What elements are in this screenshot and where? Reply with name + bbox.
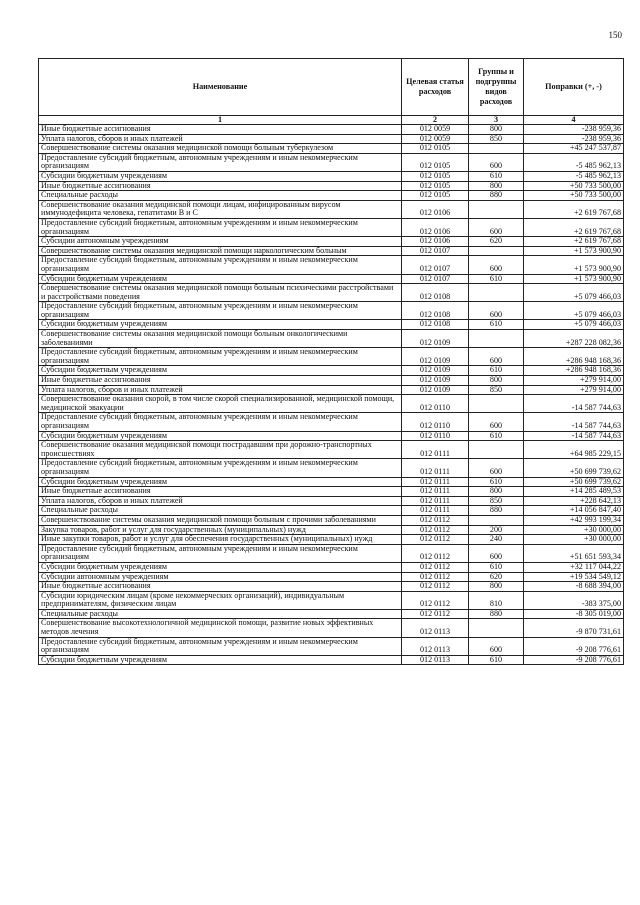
row-group: 610 — [469, 320, 524, 330]
row-amount: -9 870 731,61 — [524, 619, 624, 637]
row-group: 600 — [469, 348, 524, 366]
row-amount: -14 587 744,63 — [524, 431, 624, 441]
row-article: 012 0112 — [402, 582, 469, 592]
row-amount: -14 587 744,63 — [524, 413, 624, 431]
table-row — [39, 144, 624, 154]
row-amount: -14 587 744,63 — [524, 395, 624, 413]
row-group: 620 — [469, 572, 524, 582]
row-article: 012 0059 — [402, 134, 469, 144]
row-amount: +19 534 549,12 — [524, 572, 624, 582]
row-group: 600 — [469, 413, 524, 431]
row-group: 800 — [469, 125, 524, 135]
column-number: 3 — [469, 116, 524, 125]
row-article: 012 0113 — [402, 655, 469, 665]
row-group: 880 — [469, 506, 524, 516]
row-amount: -383 375,00 — [524, 591, 624, 609]
row-amount: +279 914,00 — [524, 385, 624, 395]
row-article: 012 0105 — [402, 191, 469, 201]
table-row — [39, 171, 624, 181]
row-amount: +14 056 847,40 — [524, 506, 624, 516]
row-amount: +286 948 168,36 — [524, 348, 624, 366]
table-row — [39, 302, 624, 320]
row-name: Предоставление субсидий бюджетным, автономным учреждениям и иным некоммерческим организациям — [39, 637, 402, 655]
row-amount: +50 733 500,00 — [524, 191, 624, 201]
header-groups: Группы и подгруппы видов расходов — [469, 59, 524, 116]
row-group: 800 — [469, 181, 524, 191]
row-article: 012 0110 — [402, 431, 469, 441]
row-group: 810 — [469, 591, 524, 609]
row-amount: +287 228 082,36 — [524, 330, 624, 348]
row-group: 850 — [469, 134, 524, 144]
row-name: Предоставление субсидий бюджетным, автономным учреждениям и иным некоммерческим организациям — [39, 459, 402, 477]
table-row — [39, 609, 624, 619]
row-name: Предоставление субсидий бюджетным, автономным учреждениям и иным некоммерческим организациям — [39, 302, 402, 320]
row-name: Субсидии автономным учреждениям — [39, 237, 402, 247]
row-name: Иные бюджетные ассигнования — [39, 487, 402, 497]
row-article: 012 0111 — [402, 477, 469, 487]
row-article: 012 0109 — [402, 385, 469, 395]
row-amount: +1 573 900,90 — [524, 274, 624, 284]
row-group — [469, 619, 524, 637]
row-group: 850 — [469, 496, 524, 506]
row-name: Предоставление субсидий бюджетным, автономным учреждениям и иным некоммерческим организациям — [39, 256, 402, 274]
row-article: 012 0109 — [402, 330, 469, 348]
table-row — [39, 191, 624, 201]
row-amount: +1 573 900,90 — [524, 256, 624, 274]
row-name: Субсидии бюджетным учреждениям — [39, 477, 402, 487]
row-article: 012 0106 — [402, 218, 469, 236]
table-row — [39, 582, 624, 592]
row-article: 012 0112 — [402, 535, 469, 545]
row-group: 610 — [469, 431, 524, 441]
row-group: 200 — [469, 525, 524, 535]
row-article: 012 0112 — [402, 572, 469, 582]
row-group: 600 — [469, 637, 524, 655]
row-name: Предоставление субсидий бюджетным, автономным учреждениям и иным некоммерческим организациям — [39, 218, 402, 236]
row-amount: +51 651 593,34 — [524, 544, 624, 562]
row-name: Совершенствование системы оказания медицинской помощи больным с прочими заболеваниями — [39, 515, 402, 525]
row-article: 012 0111 — [402, 506, 469, 516]
row-amount: -5 485 962,13 — [524, 171, 624, 181]
row-amount: -8 305 019,00 — [524, 609, 624, 619]
row-name: Совершенствование оказания скорой, в том числе скорой специализированной, медицинской помощи, медицинской эвакуации — [39, 395, 402, 413]
row-amount: +286 948 168,36 — [524, 366, 624, 376]
row-name: Специальные расходы — [39, 191, 402, 201]
row-name: Субсидии бюджетным учреждениям — [39, 562, 402, 572]
table-row — [39, 562, 624, 572]
column-number-row — [39, 116, 624, 125]
row-group — [469, 441, 524, 459]
table-row — [39, 153, 624, 171]
row-name: Субсидии бюджетным учреждениям — [39, 655, 402, 665]
row-name: Уплата налогов, сборов и иных платежей — [39, 134, 402, 144]
row-article: 012 0110 — [402, 395, 469, 413]
table-row — [39, 413, 624, 431]
row-name: Предоставление субсидий бюджетным, автономным учреждениям и иным некоммерческим организациям — [39, 544, 402, 562]
table-row — [39, 376, 624, 386]
column-number: 4 — [524, 116, 624, 125]
row-article: 012 0107 — [402, 246, 469, 256]
row-group — [469, 284, 524, 302]
row-group — [469, 200, 524, 218]
table-row — [39, 125, 624, 135]
row-amount: +5 079 466,03 — [524, 302, 624, 320]
table-row — [39, 385, 624, 395]
row-amount: +5 079 466,03 — [524, 320, 624, 330]
row-name: Иные закупки товаров, работ и услуг для обеспечения государственных (муниципальных) нужд — [39, 535, 402, 545]
table-row — [39, 525, 624, 535]
row-group: 610 — [469, 655, 524, 665]
row-amount: -9 208 776,61 — [524, 655, 624, 665]
row-name: Совершенствование системы оказания медицинской помощи больным туберкулезом — [39, 144, 402, 154]
header-amendments: Поправки (+, -) — [524, 59, 624, 116]
table-row — [39, 535, 624, 545]
row-name: Совершенствование высокотехнологичной медицинской помощи, развитие новых эффективных методов лечения — [39, 619, 402, 637]
budget-amendments-table — [38, 58, 624, 665]
table-row — [39, 619, 624, 637]
row-group: 600 — [469, 302, 524, 320]
row-amount: -238 959,36 — [524, 125, 624, 135]
table-row — [39, 544, 624, 562]
row-amount: +64 985 229,15 — [524, 441, 624, 459]
table-row — [39, 320, 624, 330]
row-name: Иные бюджетные ассигнования — [39, 582, 402, 592]
table-row — [39, 181, 624, 191]
header-row — [39, 59, 624, 116]
row-article: 012 0108 — [402, 302, 469, 320]
row-name: Субсидии автономным учреждениям — [39, 572, 402, 582]
row-article: 012 0106 — [402, 237, 469, 247]
table-row — [39, 591, 624, 609]
row-article: 012 0105 — [402, 144, 469, 154]
table-row — [39, 274, 624, 284]
table-row — [39, 200, 624, 218]
column-number: 2 — [402, 116, 469, 125]
row-group: 800 — [469, 582, 524, 592]
row-article: 012 0107 — [402, 256, 469, 274]
row-article: 012 0112 — [402, 525, 469, 535]
row-amount: +5 079 466,03 — [524, 284, 624, 302]
row-amount: -9 208 776,61 — [524, 637, 624, 655]
row-amount: +14 285 489,53 — [524, 487, 624, 497]
row-group — [469, 330, 524, 348]
row-amount: +2 619 767,68 — [524, 237, 624, 247]
row-article: 012 0112 — [402, 515, 469, 525]
row-name: Совершенствование оказания медицинской помощи пострадавшим при дорожно-транспортных происшествиях — [39, 441, 402, 459]
column-number: 1 — [39, 116, 402, 125]
row-amount: -238 959,36 — [524, 134, 624, 144]
row-name: Предоставление субсидий бюджетным, автономным учреждениям и иным некоммерческим организациям — [39, 413, 402, 431]
row-group: 610 — [469, 366, 524, 376]
row-name: Специальные расходы — [39, 506, 402, 516]
row-article: 012 0112 — [402, 609, 469, 619]
row-amount: +42 993 199,34 — [524, 515, 624, 525]
row-amount: +228 642,13 — [524, 496, 624, 506]
table-row — [39, 487, 624, 497]
row-article: 012 0112 — [402, 562, 469, 572]
row-group — [469, 395, 524, 413]
row-group — [469, 144, 524, 154]
table-row — [39, 477, 624, 487]
row-group: 610 — [469, 562, 524, 572]
table-row — [39, 572, 624, 582]
row-group: 600 — [469, 218, 524, 236]
row-group: 600 — [469, 153, 524, 171]
row-name: Предоставление субсидий бюджетным, автономным учреждениям и иным некоммерческим организациям — [39, 153, 402, 171]
row-name: Совершенствование оказания медицинской помощи лицам, инфицированным вирусом иммунодефицита человека, гепатитами В и С — [39, 200, 402, 218]
row-name: Субсидии бюджетным учреждениям — [39, 366, 402, 376]
table-row — [39, 237, 624, 247]
row-article: 012 0110 — [402, 413, 469, 431]
table-row — [39, 246, 624, 256]
table-row — [39, 431, 624, 441]
row-name: Совершенствование системы оказания медицинской помощи больным психическими расстройствами и расстройствами поведения — [39, 284, 402, 302]
row-group: 610 — [469, 477, 524, 487]
table-row — [39, 655, 624, 665]
row-amount: -8 688 394,00 — [524, 582, 624, 592]
row-article: 012 0108 — [402, 320, 469, 330]
row-group: 600 — [469, 256, 524, 274]
row-article: 012 0109 — [402, 366, 469, 376]
table-row — [39, 330, 624, 348]
row-article: 012 0106 — [402, 200, 469, 218]
row-group — [469, 246, 524, 256]
table-row — [39, 506, 624, 516]
row-group: 880 — [469, 191, 524, 201]
row-amount: +30 000,00 — [524, 535, 624, 545]
row-article: 012 0111 — [402, 459, 469, 477]
row-group — [469, 515, 524, 525]
header-article: Целевая статья расходов — [402, 59, 469, 116]
row-amount: +50 733 500,00 — [524, 181, 624, 191]
row-name: Совершенствование системы оказания медицинской помощи больным онкологическими заболеваниями — [39, 330, 402, 348]
row-amount: +1 573 900,90 — [524, 246, 624, 256]
table-row — [39, 459, 624, 477]
table-row — [39, 395, 624, 413]
row-name: Закупка товаров, работ и услуг для государственных (муниципальных) нужд — [39, 525, 402, 535]
row-name: Иные бюджетные ассигнования — [39, 376, 402, 386]
table-row — [39, 256, 624, 274]
row-article: 012 0105 — [402, 181, 469, 191]
row-article: 012 0113 — [402, 637, 469, 655]
row-amount: +50 699 739,62 — [524, 459, 624, 477]
row-name: Предоставление субсидий бюджетным, автономным учреждениям и иным некоммерческим организациям — [39, 348, 402, 366]
row-amount: -5 485 962,13 — [524, 153, 624, 171]
row-name: Иные бюджетные ассигнования — [39, 181, 402, 191]
page-number: 150 — [608, 30, 622, 40]
row-amount: +30 000,00 — [524, 525, 624, 535]
row-group: 800 — [469, 487, 524, 497]
row-name: Совершенствование системы оказания медицинской помощи наркологическим больным — [39, 246, 402, 256]
table-row — [39, 366, 624, 376]
row-amount: +279 914,00 — [524, 376, 624, 386]
row-group: 880 — [469, 609, 524, 619]
row-group: 600 — [469, 459, 524, 477]
row-article: 012 0109 — [402, 376, 469, 386]
table-row — [39, 637, 624, 655]
row-name: Иные бюджетные ассигнования — [39, 125, 402, 135]
row-amount: +50 699 739,62 — [524, 477, 624, 487]
row-article: 012 0109 — [402, 348, 469, 366]
row-article: 012 0105 — [402, 153, 469, 171]
row-name: Субсидии бюджетным учреждениям — [39, 171, 402, 181]
table-row — [39, 284, 624, 302]
row-group: 850 — [469, 385, 524, 395]
table-row — [39, 218, 624, 236]
table-row — [39, 348, 624, 366]
row-group: 610 — [469, 171, 524, 181]
header-name: Наименование — [39, 59, 402, 116]
table-row — [39, 496, 624, 506]
row-amount: +2 619 767,68 — [524, 200, 624, 218]
row-name: Специальные расходы — [39, 609, 402, 619]
row-article: 012 0112 — [402, 544, 469, 562]
row-article: 012 0112 — [402, 591, 469, 609]
row-article: 012 0059 — [402, 125, 469, 135]
row-article: 012 0111 — [402, 487, 469, 497]
table-row — [39, 515, 624, 525]
row-article: 012 0111 — [402, 441, 469, 459]
row-group: 600 — [469, 544, 524, 562]
row-group: 610 — [469, 274, 524, 284]
row-name: Уплата налогов, сборов и иных платежей — [39, 496, 402, 506]
row-group: 620 — [469, 237, 524, 247]
row-group: 240 — [469, 535, 524, 545]
row-amount: +32 117 044,22 — [524, 562, 624, 572]
row-name: Субсидии бюджетным учреждениям — [39, 274, 402, 284]
row-name: Субсидии бюджетным учреждениям — [39, 431, 402, 441]
row-article: 012 0105 — [402, 171, 469, 181]
row-name: Субсидии бюджетным учреждениям — [39, 320, 402, 330]
row-amount: +45 247 537,87 — [524, 144, 624, 154]
row-group: 800 — [469, 376, 524, 386]
row-article: 012 0111 — [402, 496, 469, 506]
row-article: 012 0113 — [402, 619, 469, 637]
table-row — [39, 441, 624, 459]
row-amount: +2 619 767,68 — [524, 218, 624, 236]
row-name: Уплата налогов, сборов и иных платежей — [39, 385, 402, 395]
row-name: Субсидии юридическим лицам (кроме некоммерческих организаций), индивидуальным предпринимателям, физическим лицам — [39, 591, 402, 609]
row-article: 012 0108 — [402, 284, 469, 302]
table-row — [39, 134, 624, 144]
row-article: 012 0107 — [402, 274, 469, 284]
